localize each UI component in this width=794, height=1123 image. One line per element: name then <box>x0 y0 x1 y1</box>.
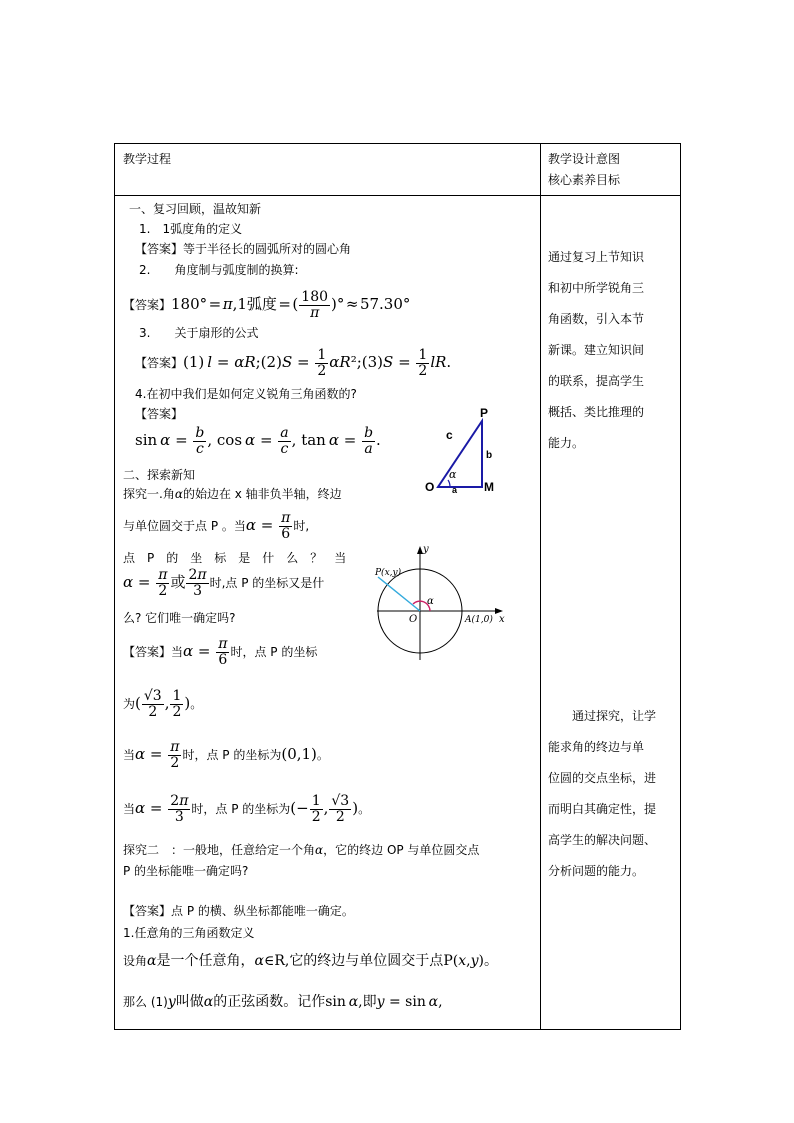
label-alpha: α <box>427 596 434 607</box>
explore-a1-line3: 当α = $\frac{\pi}{2}$ 时，点 P 的坐标为(0,1)。 <box>123 739 329 771</box>
definition-title: 1.任意角的三角函数定义 <box>123 926 255 940</box>
intent2-line: 能求角的终边与单 <box>548 740 645 754</box>
column-divider <box>540 144 541 1029</box>
answer-label: 【答案】 <box>123 298 172 312</box>
label-point-a: A(1,0) <box>465 615 493 625</box>
definition-line-1: 设角α是一个任意角，α∈R,它的终边与单位圆交于点P(x,y)。 <box>123 953 498 969</box>
header-process: 教学过程 <box>123 152 172 166</box>
explore-q2-line2: P 的坐标能唯一确定吗? <box>123 864 249 878</box>
review-item-4: 4.在初中我们是如何定义锐角三角函数的? <box>135 387 357 401</box>
a1-text-b: 时，点 P 的坐标 <box>230 645 318 659</box>
label-m: M <box>484 480 494 494</box>
intent2-line: 高学生的解决问题、 <box>548 833 657 847</box>
q1-text-b: 的始边在 x 轴非负半轴，终边 <box>182 487 342 501</box>
label-x: x <box>499 614 505 625</box>
label-origin: O <box>409 614 418 625</box>
a1-text-g: 时，点 P 的坐标为 <box>191 802 291 816</box>
review-heading: 一、复习回顾，温故知新 <box>129 202 262 216</box>
review-answer-3: 【答案】(1) l = αR;(2)S = $\frac{1}{2}$ αR²;(3)S = $\frac{1}{2}$ lR. <box>135 347 452 379</box>
intent1-line: 通过复习上节知识 <box>548 250 645 264</box>
explore-q2-line1: 探究二 ：一般地，任意给定一个角α，它的终边 OP 与单位圆交点 <box>123 843 480 857</box>
def-text-e: 叫做 <box>175 994 204 1010</box>
label-alpha: α <box>449 468 457 481</box>
intent2-line: 而明白其确定性，提 <box>548 802 657 816</box>
header-literacy: 核心素养目标 <box>548 173 621 187</box>
header-divider <box>115 195 680 196</box>
review-item-3: 3. 关于扇形的公式 <box>139 326 259 340</box>
intent1-line: 的联系，提高学生 <box>548 374 645 388</box>
intent-block-2 <box>548 701 656 887</box>
explore-a1-line4: 当α = $\frac{2\pi}{3}$ 时，点 P 的坐标为(− $\frac{1}{2}$ , $\frac{√3}{2}$ )。 <box>123 793 371 825</box>
explore-q1-line4: α = $\frac{\pi}{2}$ 或 $\frac{2\pi}{3}$ 时,点 P 的坐标又是什 <box>123 567 325 599</box>
intent1-line: 和初中所学锐角三 <box>548 281 645 295</box>
def-text-f: 的正弦函数。记作 <box>213 994 326 1010</box>
def-text-c: 它的终边与单位圆交于点 <box>289 953 444 969</box>
def-text-d: 那么 (1) <box>123 995 168 1009</box>
intent2-line: 分析问题的能力。 <box>548 864 645 878</box>
label-a: a <box>452 485 458 495</box>
review-item-1: 1. 1弧度角的定义 <box>139 222 243 236</box>
explore-answer-2: 【答案】点 P 的横、纵坐标都能唯一确定。 <box>123 904 354 918</box>
q1-text-c: 与单位圆交于点 P 。当 <box>123 519 246 533</box>
right-triangle-figure <box>420 407 510 497</box>
intent1-line: 新课。建立知识间 <box>548 343 645 357</box>
unit-circle-figure <box>373 542 508 667</box>
review-item-2: 2. 角度制与弧度制的换算: <box>139 263 299 277</box>
label-b: b <box>486 450 493 461</box>
q1-text-e: 时,点 P 的坐标又是什 <box>209 576 325 590</box>
q1-text-d: 时, <box>293 519 310 533</box>
a1-text-a: 【答案】当 <box>123 645 184 659</box>
a1-text-e: 时，点 P 的坐标为 <box>182 748 282 762</box>
answer-label: 【答案】 <box>135 356 184 370</box>
explore-a1-line2: 为( $\frac{√3}{2}$ , $\frac{1}{2}$ )。 <box>123 688 203 720</box>
a1-text-c: 为 <box>123 697 136 711</box>
angle-arc <box>448 480 450 487</box>
explore-a1-line1: 【答案】当α = $\frac{\pi}{6}$ 时，点 P 的坐标 <box>123 636 318 668</box>
intent1-line: 角函数，引入本节 <box>548 312 645 326</box>
definition-line-2: 那么 (1)y叫做α的正弦函数。记作sin α,即y = sin α, <box>123 994 443 1010</box>
label-c: c <box>446 428 453 442</box>
intent2-line: 位圆的交点坐标，进 <box>548 771 657 785</box>
intent2-line: 通过探究，让学 <box>548 709 657 723</box>
explore-q1-line3: 点 P 的 坐 标 是 什 么 ？ 当 <box>123 551 347 565</box>
intent1-line: 能力。 <box>548 436 585 450</box>
explore-q1-line5: 么? 它们唯一确定吗? <box>123 611 236 625</box>
acute-trig-formulas: sin α = $\frac{b}{c}$ , cos α = $\frac{a}{c}$ , tan α = $\frac{b}{a}$ . <box>135 425 381 457</box>
terminal-side <box>378 577 420 611</box>
label-point-p: P(x,y) <box>375 568 402 578</box>
a1-text-d: 当 <box>123 748 136 762</box>
q2-text-b: ，它的终边 OP 与单位圆交点 <box>323 843 480 857</box>
q1-text-a: 探究一.角 <box>123 487 175 501</box>
a1-text-f: 当 <box>123 802 136 816</box>
review-answer-2: 【答案】180° = π,1弧度 = ( $\frac{180}{\pi}$ )° ≈ 57.30° <box>123 289 411 321</box>
explore-heading: 二、探索新知 <box>123 468 196 482</box>
explore-q1-line1: 探究一.角α的始边在 x 轴非负半轴，终边 <box>123 487 342 501</box>
label-y: y <box>423 544 429 555</box>
label-o: O <box>425 480 435 494</box>
def-text-b: 是一个任意角， <box>156 953 255 969</box>
explore-q1-line2: 与单位圆交于点 P 。当α = $\frac{\pi}{6}$ 时, <box>123 510 310 542</box>
def-text-a: 设角 <box>123 954 148 968</box>
triangle-shape <box>438 421 482 487</box>
q2-text-a: 探究二 ：一般地，任意给定一个角 <box>123 843 316 857</box>
intent1-line: 概括、类比推理的 <box>548 405 645 419</box>
review-answer-1: 【答案】等于半径长的圆弧所对的圆心角 <box>135 242 352 256</box>
review-answer-4-label: 【答案】 <box>135 407 184 421</box>
lesson-table <box>114 143 681 1030</box>
header-intent: 教学设计意图 <box>548 152 621 166</box>
intent-block-1 <box>548 242 644 459</box>
label-p: P <box>480 407 489 420</box>
